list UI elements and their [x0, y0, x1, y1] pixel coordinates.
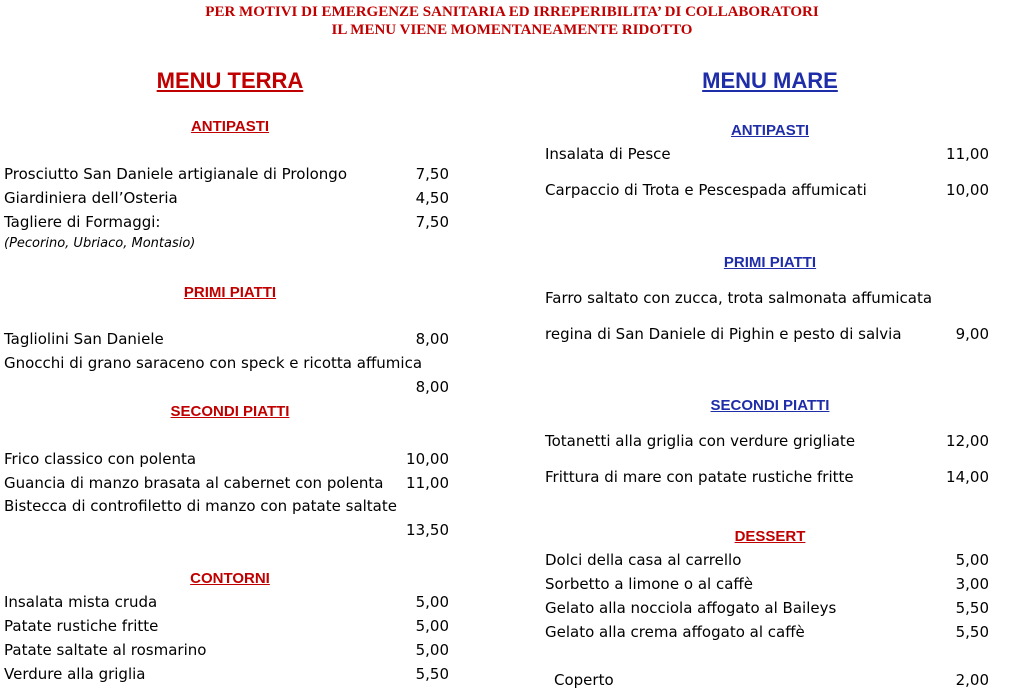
menu-item-name: Insalata di Pesce — [545, 145, 671, 163]
menu-item-name: Verdure alla griglia — [4, 665, 146, 683]
menu-item-price: 11,00 — [406, 474, 449, 492]
mare-primi-heading: PRIMI PIATTI — [723, 254, 817, 271]
menu-item-price: 12,00 — [946, 432, 989, 450]
menu-item-price: 5,50 — [955, 599, 989, 617]
menu-item-name: Prosciutto San Daniele artigianale di Prolongo — [4, 165, 347, 183]
menu-item-name: Tagliolini San Daniele — [4, 330, 164, 348]
menu-item-name: Farro saltato con zucca, trota salmonata affumicata — [545, 289, 933, 307]
menu-item-name: Insalata mista cruda — [4, 593, 158, 611]
coperto-label: Coperto — [554, 671, 614, 689]
menu-item-price: 5,00 — [955, 551, 989, 569]
menu-item-price: 7,50 — [415, 213, 449, 231]
notice-line-2: IL MENU VIENE MOMENTANEAMENTE RIDOTTO — [331, 22, 693, 38]
menu-item-name: Gelato alla crema affogato al caffè — [545, 623, 805, 641]
menu-item-price: 5,00 — [415, 617, 449, 635]
menu-mare-title: MENU MARE — [702, 68, 838, 93]
terra-primi-heading: PRIMI PIATTI — [183, 284, 277, 301]
menu-item-name: Patate saltate al rosmarino — [4, 641, 207, 659]
terra-secondi-heading: SECONDI PIATTI — [170, 403, 290, 420]
mare-secondi-heading: SECONDI PIATTI — [710, 397, 830, 414]
menu-item-name: Frico classico con polenta — [4, 450, 197, 468]
mare-dessert-heading: DESSERT — [734, 528, 806, 545]
menu-item-price: 4,50 — [415, 189, 449, 207]
menu-item-price: 5,00 — [415, 593, 449, 611]
cheese-note: (Pecorino, Ubriaco, Montasio) — [4, 236, 196, 251]
menu-item-name-continued: regina di San Daniele di Pighin e pesto di salvia — [545, 325, 902, 343]
menu-item-price: 3,00 — [955, 575, 989, 593]
menu-item-price: 5,00 — [415, 641, 449, 659]
mare-antipasti-heading: ANTIPASTI — [730, 122, 810, 139]
menu-item-price: 7,50 — [415, 165, 449, 183]
terra-contorni-heading: CONTORNI — [190, 570, 270, 587]
menu-item-price: 8,00 — [415, 378, 449, 396]
menu-item-name: Gelato alla nocciola affogato al Baileys — [545, 599, 837, 617]
menu-item-name: Sorbetto a limone o al caffè — [545, 575, 753, 593]
menu-item-price: 5,50 — [415, 665, 449, 683]
menu-item-price: 9,00 — [955, 325, 989, 343]
menu-item-name: Bistecca di controfiletto di manzo con patate saltate — [4, 497, 397, 515]
emergency-notice — [0, 3, 1024, 39]
menu-item-name: Giardiniera dell’Osteria — [4, 189, 178, 207]
menu-item-price: 11,00 — [946, 145, 989, 163]
menu-item-price: 5,50 — [955, 623, 989, 641]
menu-item-name: Dolci della casa al carrello — [545, 551, 742, 569]
menu-item-price: 8,00 — [415, 330, 449, 348]
terra-antipasti-heading: ANTIPASTI — [190, 118, 270, 135]
notice-line-1: PER MOTIVI DI EMERGENZE SANITARIA ED IRREPERIBILITA’ DI COLLABORATORI — [205, 4, 819, 20]
menu-item-price: 13,50 — [406, 521, 449, 539]
menu-item-price: 14,00 — [946, 468, 989, 486]
menu-item-name: Gnocchi di grano saraceno con speck e ricotta affumica — [4, 354, 423, 372]
menu-item-name: Guancia di manzo brasata al cabernet con polenta — [4, 474, 384, 492]
menu-item-name: Tagliere di Formaggi: — [4, 213, 161, 231]
coperto-price: 2,00 — [955, 671, 989, 689]
menu-item-name: Frittura di mare con patate rustiche fritte — [545, 468, 854, 486]
menu-item-name: Carpaccio di Trota e Pescespada affumicati — [545, 181, 867, 199]
menu-item-name: Totanetti alla griglia con verdure grigliate — [545, 432, 856, 450]
menu-item-name: Patate rustiche fritte — [4, 617, 159, 635]
menu-item-price: 10,00 — [406, 450, 449, 468]
menu-item-price: 10,00 — [946, 181, 989, 199]
menu-terra-title: MENU TERRA — [156, 68, 304, 93]
